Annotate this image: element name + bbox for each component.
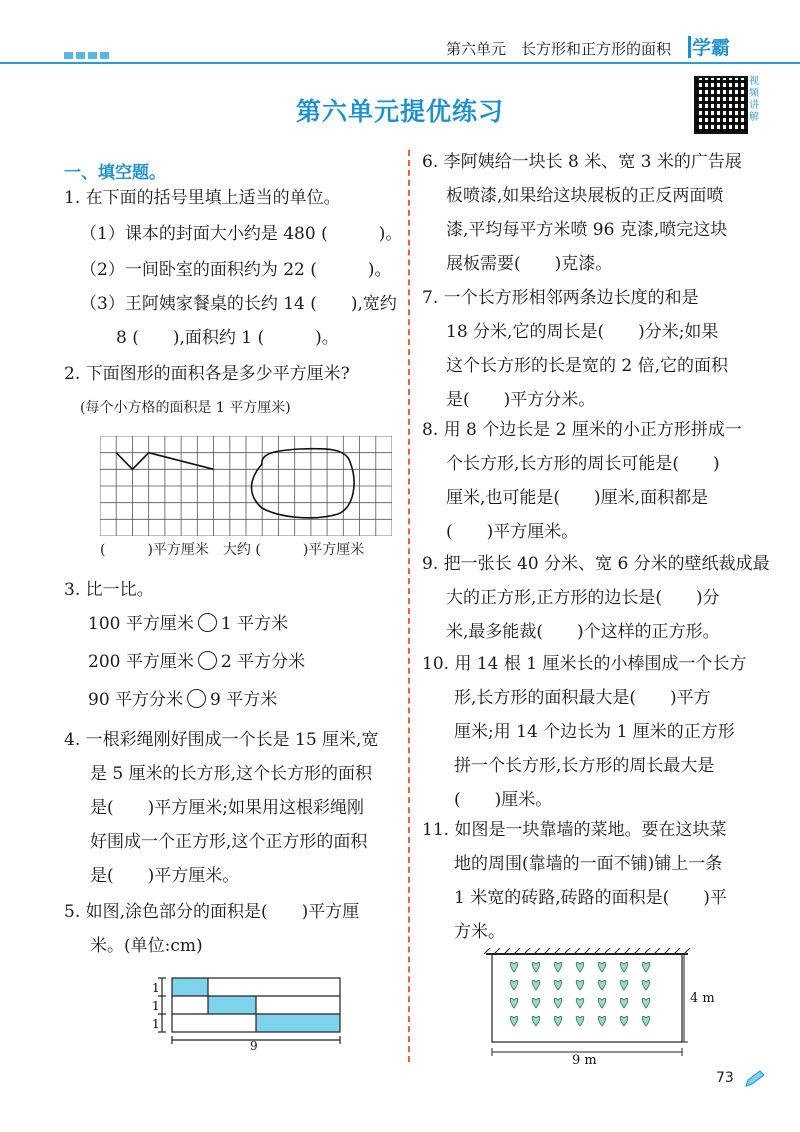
q5-line1: 5. 如图,涂色部分的面积是( )平方厘	[64, 902, 360, 922]
q2-caption: ( )平方厘米 大约 ( )平方厘米	[100, 542, 365, 558]
q4-line1: 4. 一根彩绳刚好围成一个长是 15 厘米,宽	[64, 730, 379, 750]
section-heading: 一、填空题。	[64, 163, 166, 183]
page-title: 第六单元提优练习	[295, 97, 504, 126]
q5-figure	[150, 974, 350, 1054]
brand-bar	[688, 36, 691, 58]
header-square	[100, 52, 109, 59]
compare-circle[interactable]	[198, 651, 217, 670]
column-divider	[408, 150, 410, 1062]
dim-1b: 1	[152, 999, 160, 1013]
q4-line5: 是( )平方厘米。	[90, 866, 240, 886]
header-unit: 第六单元 长方形和正方形的面积	[446, 40, 672, 58]
header-square	[64, 52, 73, 59]
compare-circle[interactable]	[187, 689, 206, 708]
q4-line4: 好围成一个正方形,这个正方形的面积	[90, 832, 368, 852]
q2-note: (每个小方格的面积是 1 平方厘米)	[80, 400, 291, 416]
qr-label: 视频讲解	[749, 76, 759, 123]
dim-9: 9	[250, 1039, 258, 1053]
q11-field-figure	[484, 948, 724, 1066]
brand-logo: 学霸	[692, 37, 731, 59]
dim-width: 9 m	[572, 1053, 597, 1066]
header-square	[88, 52, 97, 59]
dim-1a: 1	[152, 981, 160, 995]
q3-stem: 3. 比一比。	[64, 580, 154, 600]
q1-c1: （3）王阿姨家餐桌的长约 14 ( ),宽约	[80, 294, 397, 314]
q3-row3: 90 平方分米 9 平方米	[88, 690, 278, 710]
page-number: 73	[716, 1070, 734, 1086]
q4-line3: 是( )平方厘米;如果用这根彩绳刚	[90, 798, 364, 818]
dim-height: 4 m	[690, 991, 715, 1006]
q3-row1: 100 平方厘米 1 平方米	[88, 614, 289, 634]
q1-stem: 1. 在下面的括号里填上适当的单位。	[64, 188, 341, 208]
q1-a: （1）课本的封面大小约是 480 ( )。	[80, 224, 403, 244]
q3-row2: 200 平方厘米 2 平方分米	[88, 652, 306, 672]
pencil-icon	[744, 1070, 766, 1088]
header-square	[76, 52, 85, 59]
header-rule	[0, 62, 800, 64]
q2-stem: 2. 下面图形的面积各是多少平方厘米?	[64, 364, 350, 384]
dim-1c: 1	[152, 1017, 160, 1031]
q1-c2: 8 ( ),面积约 1 ( )。	[116, 328, 339, 348]
q1-b: （2）一间卧室的面积约为 22 ( )。	[80, 260, 392, 280]
compare-circle[interactable]	[198, 613, 217, 632]
q2-grid-figure	[100, 436, 392, 536]
q5-line2: 米。(单位:cm)	[90, 936, 203, 956]
q4-line2: 是 5 厘米的长方形,这个长方形的面积	[90, 764, 373, 784]
